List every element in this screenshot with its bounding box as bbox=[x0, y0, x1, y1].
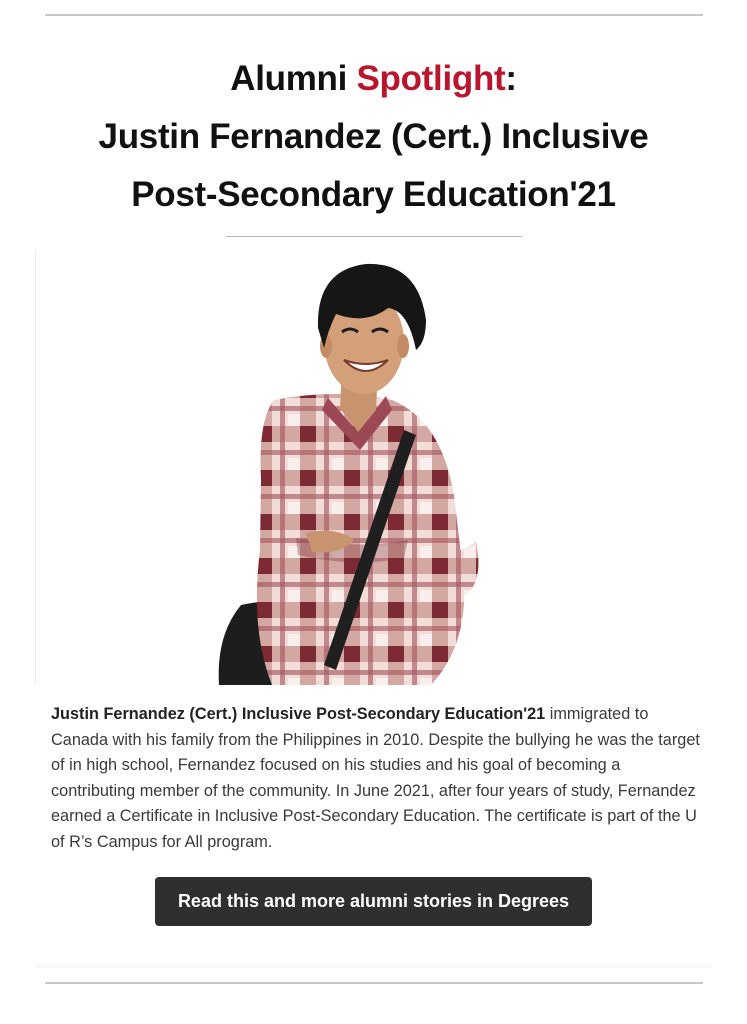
title-suffix: : bbox=[505, 59, 517, 98]
bottom-divider bbox=[45, 982, 703, 984]
page-title bbox=[20, 50, 727, 224]
story-name: Justin Fernandez (Cert.) Inclusive Post-Secondary Education'21 bbox=[51, 705, 546, 723]
title-line-2: Justin Fernandez (Cert.) Inclusive bbox=[98, 117, 649, 156]
footer-separator-band bbox=[35, 962, 712, 968]
top-divider bbox=[45, 14, 703, 16]
read-more-button[interactable]: Read this and more alumni stories in Degrees bbox=[155, 877, 592, 926]
alumni-portrait-image bbox=[35, 250, 551, 685]
title-prefix: Alumni bbox=[230, 59, 357, 98]
title-accent: Spotlight bbox=[356, 59, 506, 98]
title-divider bbox=[226, 236, 522, 237]
story-body: immigrated to Canada with his family from the Philippines in 2010. Despite the bullying he was the target of in high school, Fernandez focused on his studies and his goal of becoming a contributing member of the community. In June 2021, after four years of study, Fernandez earned a Certificate in Inclusive Post-Secondary Education. The certificate is part of the U of R’s Campus for All program. bbox=[51, 705, 700, 851]
title-line-1 bbox=[20, 50, 727, 108]
story-paragraph bbox=[51, 702, 701, 855]
title-line-3: Post-Secondary Education'21 bbox=[131, 175, 616, 214]
